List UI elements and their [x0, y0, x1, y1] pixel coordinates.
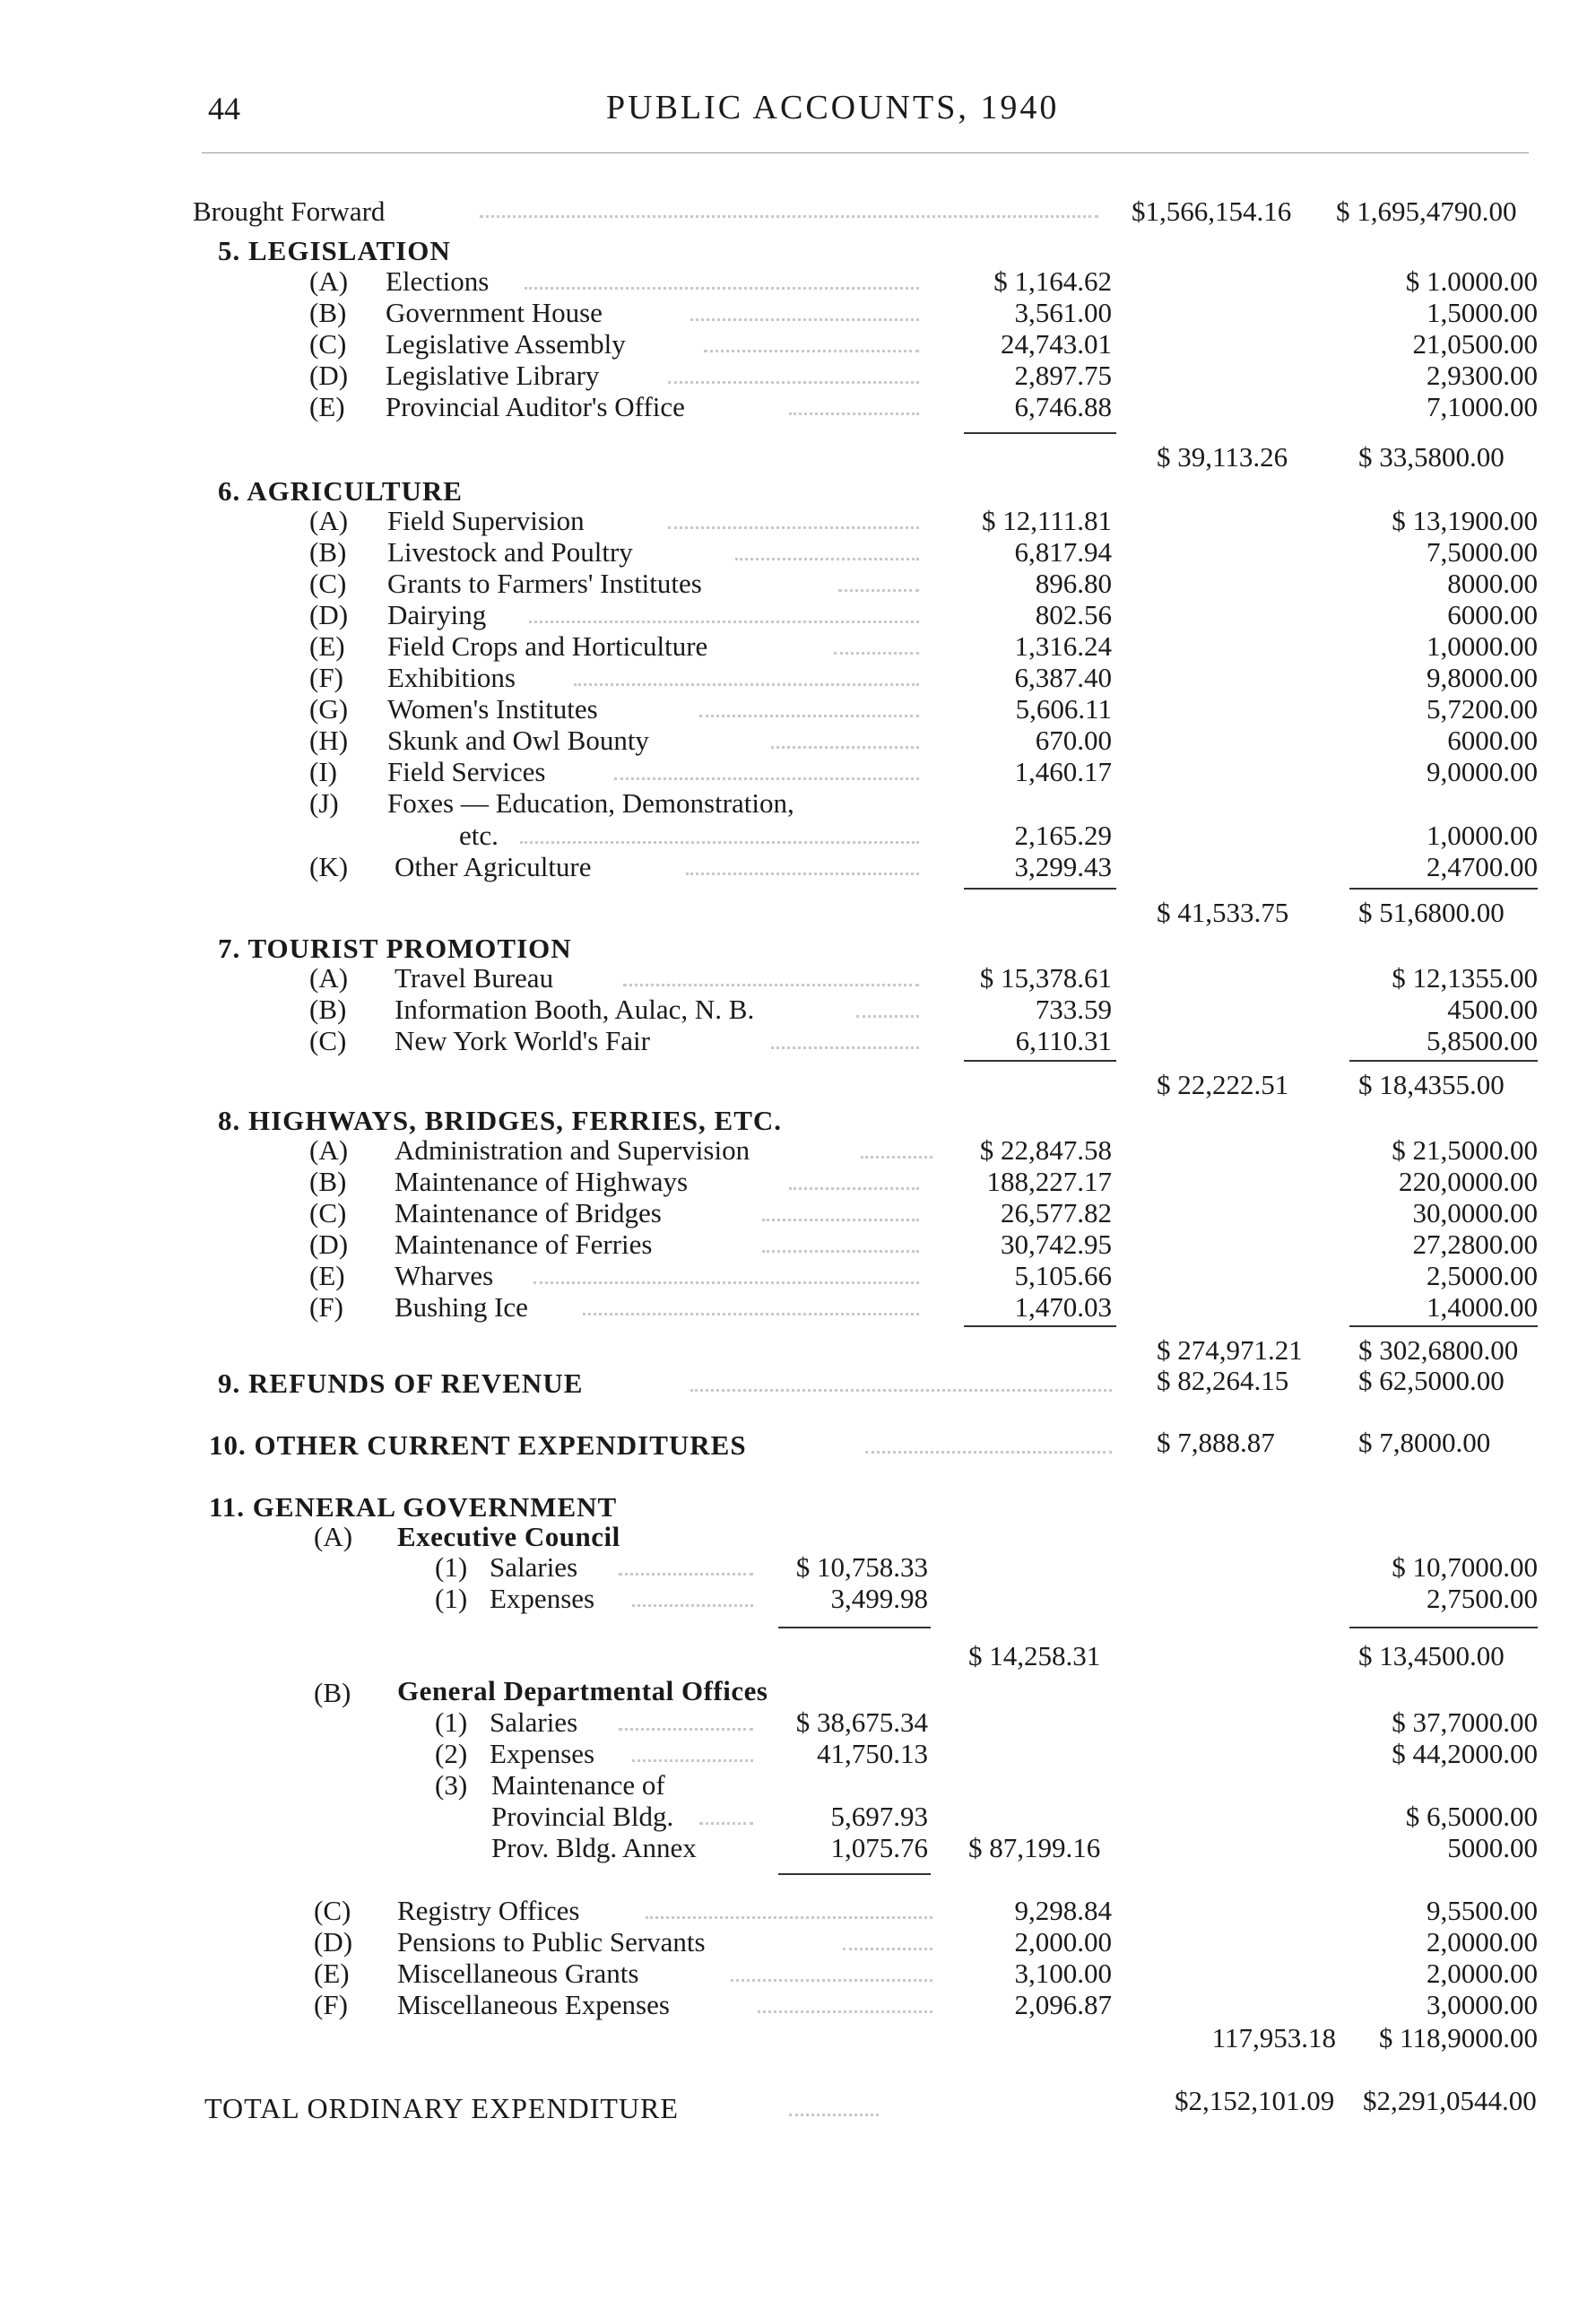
- section-total-estimate: $ 62,5000.00: [1358, 1365, 1505, 1396]
- page-number: 44: [208, 91, 240, 126]
- subtotal-rule: [1349, 888, 1538, 890]
- page-title: PUBLIC ACCOUNTS, 1940: [606, 89, 1060, 126]
- item-code: (C): [309, 568, 347, 599]
- section-heading: 11. GENERAL GOVERNMENT: [209, 1491, 618, 1523]
- item-label: Maintenance of Bridges: [395, 1197, 662, 1228]
- item-amount: $ 10,758.33: [795, 1551, 928, 1583]
- item-estimate: 6000.00: [1447, 725, 1538, 756]
- item-estimate: $ 37,7000.00: [1392, 1706, 1538, 1738]
- leader-dots: [704, 350, 919, 352]
- item-amount: 3,299.43: [1014, 851, 1112, 882]
- item-code: (2): [435, 1738, 468, 1769]
- item-amount: $ 1,164.62: [993, 265, 1112, 297]
- subsection-subtotal: $ 14,258.31: [968, 1640, 1101, 1671]
- item-estimate: $ 1.0000.00: [1405, 265, 1538, 297]
- item-label: Field Crops and Horticulture: [387, 630, 708, 662]
- item-estimate: 6000.00: [1447, 599, 1538, 630]
- section-heading: 7. TOURIST PROMOTION: [218, 933, 572, 964]
- leader-dots: [690, 318, 919, 321]
- section-total-actual: 117,953.18: [1211, 2022, 1336, 2053]
- item-code: (H): [309, 725, 349, 756]
- subsection-heading: Executive Council: [397, 1521, 620, 1552]
- item-estimate: $ 44,2000.00: [1392, 1738, 1538, 1769]
- item-amount: 188,227.17: [986, 1166, 1112, 1197]
- item-amount: 802.56: [1035, 599, 1112, 630]
- item-estimate: 8000.00: [1447, 568, 1538, 599]
- item-estimate: $ 13,1900.00: [1392, 505, 1538, 536]
- item-amount: 5,697.93: [830, 1801, 928, 1832]
- item-label: Maintenance of Highways: [395, 1166, 689, 1197]
- leader-dots: [735, 558, 919, 560]
- item-estimate: 2,0000.00: [1427, 1926, 1538, 1958]
- section-total-estimate: $ 51,6800.00: [1358, 897, 1505, 928]
- item-estimate: 30,0000.00: [1412, 1197, 1538, 1228]
- item-label: Grants to Farmers' Institutes: [387, 568, 702, 599]
- item-estimate: 1,0000.00: [1427, 630, 1538, 662]
- item-amount: 2,096.87: [1014, 1989, 1112, 2020]
- leader-dots: [834, 652, 919, 655]
- leader-dots: [771, 746, 919, 749]
- leader-dots: [699, 715, 919, 717]
- item-amount: 1,460.17: [1014, 756, 1112, 787]
- item-code: (K): [309, 851, 349, 882]
- section-heading: 6. AGRICULTURE: [218, 475, 463, 507]
- item-label: Miscellaneous Expenses: [397, 1989, 670, 2020]
- item-code: (C): [309, 328, 347, 360]
- section-total-actual: $ 274,971.21: [1157, 1334, 1303, 1366]
- section-heading: 5. LEGISLATION: [218, 235, 451, 266]
- item-amount: $ 22,847.58: [979, 1134, 1112, 1166]
- leader-dots: [731, 1979, 932, 1982]
- brought-forward-estimate: $ 1,695,4790.00: [1336, 195, 1517, 227]
- item-label: Elections: [386, 265, 490, 297]
- leader-dots: [686, 873, 919, 875]
- section-total-actual: $ 41,533.75: [1157, 897, 1289, 928]
- item-estimate: $ 12,1355.00: [1392, 962, 1538, 994]
- subtotal-rule: [964, 888, 1116, 890]
- item-estimate: 4500.00: [1447, 994, 1538, 1025]
- item-label: Legislative Library: [386, 360, 600, 391]
- leader-dots: [614, 777, 919, 780]
- item-label: Legislative Assembly: [386, 328, 626, 360]
- grand-total-label: TOTAL ORDINARY EXPENDITURE: [204, 2092, 679, 2124]
- subtotal-rule: [1349, 1325, 1538, 1327]
- item-code: (A): [309, 265, 349, 297]
- section-total-actual: $ 22,222.51: [1157, 1069, 1289, 1100]
- leader-dots: [646, 1916, 932, 1919]
- item-amount: 24,743.01: [1001, 328, 1112, 360]
- item-label: Salaries: [490, 1551, 578, 1583]
- leader-dots: [856, 1015, 919, 1018]
- item-amount: 1,075.76: [830, 1832, 928, 1863]
- item-amount: 6,387.40: [1014, 662, 1112, 693]
- leader-dots: [619, 1728, 753, 1731]
- item-code: (F): [309, 1291, 343, 1323]
- item-code: (C): [314, 1895, 351, 1926]
- leader-dots: [762, 1219, 919, 1221]
- subtotal-rule: [778, 1627, 931, 1628]
- item-label: Exhibitions: [387, 662, 516, 693]
- item-code: (3): [435, 1769, 468, 1801]
- item-estimate: $ 10,7000.00: [1392, 1551, 1538, 1583]
- leader-dots: [789, 1187, 919, 1190]
- item-label-continued: Provincial Bldg.: [491, 1801, 674, 1832]
- section-heading: 9. REFUNDS OF REVENUE: [218, 1367, 584, 1399]
- leader-dots: [843, 1948, 932, 1950]
- section-heading: 8. HIGHWAYS, BRIDGES, FERRIES, ETC.: [218, 1105, 783, 1136]
- item-label: Miscellaneous Grants: [397, 1958, 639, 1989]
- item-estimate: 2,5000.00: [1427, 1260, 1538, 1291]
- item-amount: 896.80: [1035, 568, 1112, 599]
- section-total-actual: $ 39,113.26: [1157, 441, 1288, 473]
- item-estimate: $ 21,5000.00: [1392, 1134, 1538, 1166]
- item-code: (E): [309, 630, 345, 662]
- leader-dots: [480, 215, 1098, 218]
- item-code: (A): [309, 505, 349, 536]
- item-label: Pensions to Public Servants: [397, 1926, 706, 1958]
- item-label: Salaries: [490, 1706, 578, 1738]
- item-code: (1): [435, 1583, 468, 1614]
- item-label: Bushing Ice: [395, 1291, 528, 1323]
- item-estimate: 7,5000.00: [1427, 536, 1538, 568]
- subsection-code: (A): [314, 1521, 353, 1552]
- item-amount: 1,316.24: [1014, 630, 1112, 662]
- item-estimate: 1,0000.00: [1427, 820, 1538, 851]
- item-label: Government House: [386, 297, 603, 328]
- leader-dots: [699, 1822, 753, 1825]
- item-code: (B): [309, 297, 347, 328]
- item-amount: 26,577.82: [1001, 1197, 1112, 1228]
- item-estimate: 3,0000.00: [1427, 1989, 1538, 2020]
- item-code: (B): [309, 994, 347, 1025]
- item-amount: 2,000.00: [1014, 1926, 1112, 1958]
- header-rule: [202, 152, 1529, 153]
- item-label: Wharves: [395, 1260, 494, 1291]
- leader-dots: [789, 2114, 879, 2116]
- item-label: Maintenance of: [491, 1769, 665, 1801]
- section-total-actual: $ 82,264.15: [1157, 1365, 1289, 1396]
- leader-dots: [623, 984, 919, 986]
- leader-dots: [668, 526, 919, 529]
- section-total-actual: $ 7,888.87: [1157, 1427, 1275, 1458]
- leader-dots: [861, 1156, 932, 1159]
- item-code: (C): [309, 1025, 347, 1056]
- item-label: Foxes — Education, Demonstration,: [387, 787, 794, 819]
- subsection-subtotal: $ 87,199.16: [968, 1832, 1101, 1863]
- leader-dots: [789, 412, 919, 415]
- item-estimate: 9,0000.00: [1427, 756, 1538, 787]
- subsection-code: (B): [314, 1677, 351, 1708]
- item-estimate: 5,8500.00: [1427, 1025, 1538, 1056]
- subtotal-rule: [964, 1060, 1116, 1062]
- item-label: Other Agriculture: [395, 851, 592, 882]
- item-code: (D): [309, 599, 349, 630]
- item-estimate: 1,5000.00: [1427, 297, 1538, 328]
- item-estimate: 7,1000.00: [1427, 391, 1538, 422]
- item-code: (A): [309, 962, 349, 994]
- item-amount: 2,165.29: [1014, 820, 1112, 851]
- item-label: Information Booth, Aulac, N. B.: [395, 994, 755, 1025]
- item-amount: 5,105.66: [1014, 1260, 1112, 1291]
- leader-dots: [619, 1573, 753, 1576]
- item-code: (D): [314, 1926, 353, 1958]
- item-estimate: 2,4700.00: [1427, 851, 1538, 882]
- item-amount: 3,100.00: [1014, 1958, 1112, 1989]
- subsection-heading: General Departmental Offices: [397, 1675, 768, 1706]
- item-label: Expenses: [490, 1738, 595, 1769]
- item-code: (E): [309, 1260, 345, 1291]
- item-amount: 2,897.75: [1014, 360, 1112, 391]
- section-total-estimate: $ 302,6800.00: [1358, 1334, 1519, 1366]
- item-label: Registry Offices: [397, 1895, 580, 1926]
- subtotal-rule: [1349, 1627, 1538, 1628]
- subtotal-rule: [778, 1873, 931, 1875]
- item-label-continued: etc.: [459, 820, 499, 851]
- brought-forward-label: Brought Forward: [193, 195, 386, 227]
- section-total-estimate: $ 118,9000.00: [1378, 2022, 1538, 2053]
- item-estimate: 21,0500.00: [1412, 328, 1538, 360]
- item-amount: 670.00: [1035, 725, 1112, 756]
- leader-dots: [632, 1604, 753, 1607]
- item-estimate: 5,7200.00: [1427, 693, 1538, 725]
- leader-dots: [771, 1046, 919, 1049]
- brought-forward-actual: $1,566,154.16: [1132, 195, 1292, 227]
- item-code: (B): [309, 1166, 347, 1197]
- item-code: (E): [314, 1958, 350, 1989]
- leader-dots: [690, 1389, 1112, 1392]
- item-amount: 41,750.13: [817, 1738, 928, 1769]
- item-code: (C): [309, 1197, 347, 1228]
- section-total-estimate: $ 18,4355.00: [1358, 1069, 1505, 1100]
- subtotal-rule: [1349, 1060, 1538, 1062]
- item-estimate: 27,2800.00: [1412, 1228, 1538, 1260]
- item-code: (1): [435, 1706, 468, 1738]
- subtotal-rule: [964, 1325, 1116, 1327]
- grand-total-estimate: $2,291,0544.00: [1363, 2085, 1537, 2116]
- item-amount: 1,470.03: [1014, 1291, 1112, 1323]
- item-amount: 6,110.31: [1015, 1025, 1112, 1056]
- leader-dots: [583, 1313, 919, 1315]
- item-code: (F): [309, 662, 343, 693]
- item-amount: $ 38,675.34: [795, 1706, 928, 1738]
- section-total-estimate: $ 33,5800.00: [1358, 441, 1505, 473]
- item-label: Maintenance of Ferries: [395, 1228, 653, 1260]
- item-code: (E): [309, 391, 345, 422]
- grand-total-actual: $2,152,101.09: [1175, 2085, 1335, 2116]
- item-label: Travel Bureau: [395, 962, 554, 994]
- section-total-estimate: $ 7,8000.00: [1358, 1427, 1491, 1458]
- item-estimate: 9,5500.00: [1427, 1895, 1538, 1926]
- item-code: (D): [309, 360, 349, 391]
- item-label: Administration and Supervision: [395, 1134, 750, 1166]
- item-amount: 6,817.94: [1014, 536, 1112, 568]
- item-label: New York World's Fair: [395, 1025, 650, 1056]
- item-label: Prov. Bldg. Annex: [491, 1832, 697, 1863]
- item-amount: 6,746.88: [1014, 391, 1112, 422]
- item-code: (F): [314, 1989, 348, 2020]
- leader-dots: [529, 621, 919, 623]
- leader-dots: [520, 841, 919, 844]
- item-amount: 733.59: [1035, 994, 1112, 1025]
- item-estimate: 2,9300.00: [1427, 360, 1538, 391]
- leader-dots: [632, 1759, 753, 1762]
- item-code: (G): [309, 693, 349, 725]
- leader-dots: [574, 683, 919, 686]
- item-code: (1): [435, 1551, 468, 1583]
- item-amount: 3,499.98: [830, 1583, 928, 1614]
- item-estimate: 2,0000.00: [1427, 1958, 1538, 1989]
- item-label: Provincial Auditor's Office: [386, 391, 685, 422]
- item-label: Skunk and Owl Bounty: [387, 725, 649, 756]
- item-amount: $ 12,111.81: [982, 505, 1112, 536]
- item-code: (B): [309, 536, 347, 568]
- item-estimate: 220,0000.00: [1399, 1166, 1538, 1197]
- section-heading: 10. OTHER CURRENT EXPENDITURES: [209, 1429, 747, 1461]
- item-amount: 30,742.95: [1001, 1228, 1112, 1260]
- item-estimate: 1,4000.00: [1427, 1291, 1538, 1323]
- leader-dots: [865, 1451, 1112, 1454]
- item-code: (D): [309, 1228, 349, 1260]
- item-amount: $ 15,378.61: [979, 962, 1112, 994]
- item-estimate: 9,8000.00: [1427, 662, 1538, 693]
- item-label: Women's Institutes: [387, 693, 598, 725]
- leader-dots: [533, 1281, 919, 1284]
- item-estimate: 5000.00: [1447, 1832, 1538, 1863]
- item-amount: 3,561.00: [1014, 297, 1112, 328]
- item-code: (I): [309, 756, 337, 787]
- item-label: Field Supervision: [387, 505, 585, 536]
- item-amount: 5,606.11: [1015, 693, 1112, 725]
- item-code: (A): [309, 1134, 349, 1166]
- item-estimate: 2,7500.00: [1427, 1583, 1538, 1614]
- subsection-subtotal-estimate: $ 13,4500.00: [1358, 1640, 1505, 1671]
- item-amount: 9,298.84: [1014, 1895, 1112, 1926]
- leader-dots: [668, 381, 919, 384]
- item-code: (J): [309, 787, 339, 819]
- item-estimate: $ 6,5000.00: [1405, 1801, 1538, 1832]
- leader-dots: [525, 287, 919, 290]
- item-label: Dairying: [387, 599, 487, 630]
- subtotal-rule: [964, 432, 1116, 434]
- leader-dots: [758, 2010, 932, 2013]
- leader-dots: [838, 589, 919, 592]
- item-label: Livestock and Poultry: [387, 536, 633, 568]
- item-label: Expenses: [490, 1583, 595, 1614]
- leader-dots: [762, 1250, 919, 1253]
- item-label: Field Services: [387, 756, 546, 787]
